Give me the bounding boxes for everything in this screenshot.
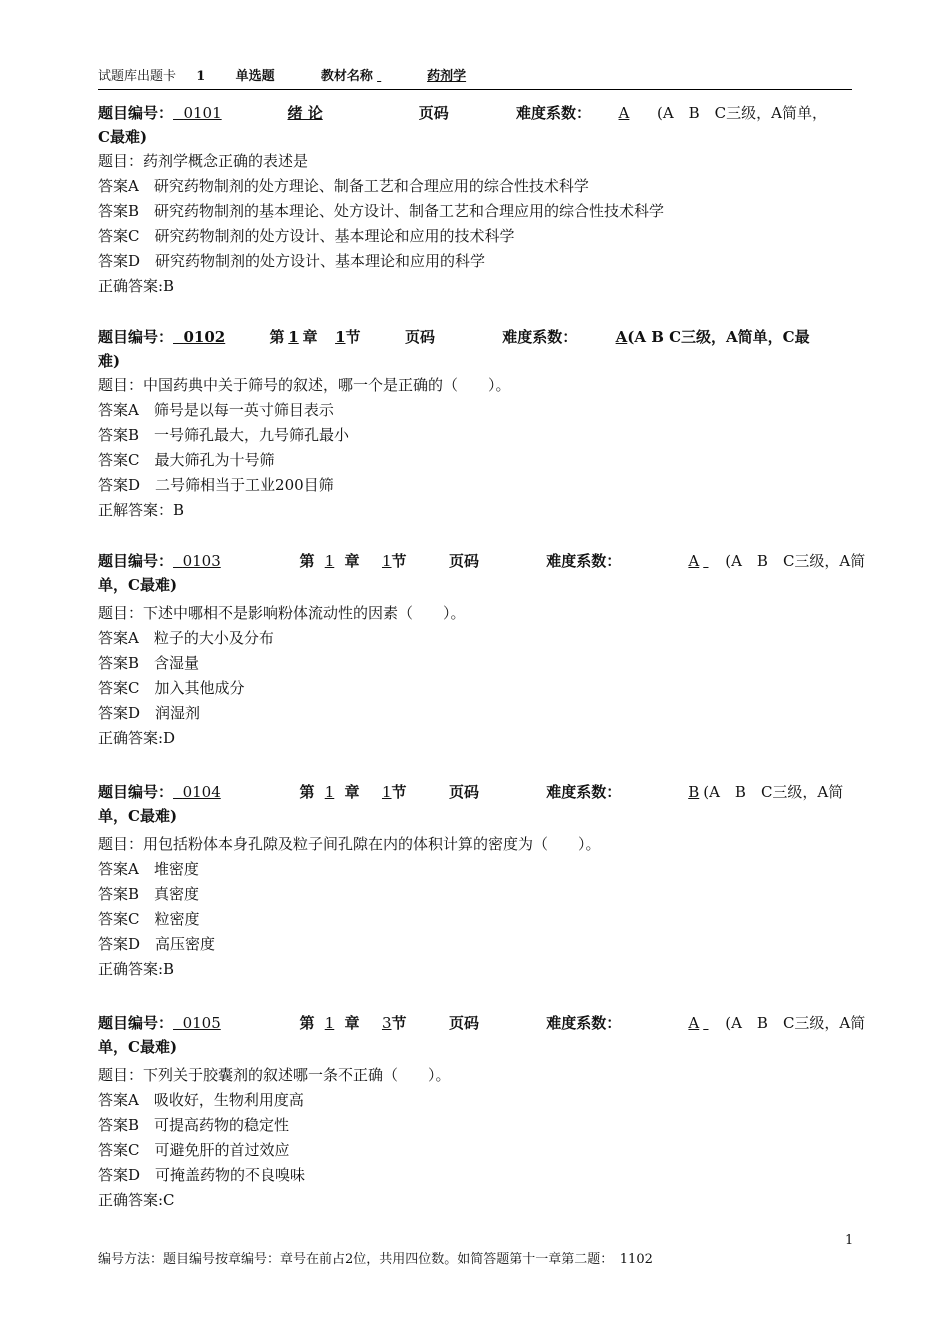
difficulty-note: (A B C三级，A简 bbox=[725, 552, 866, 570]
option-d: 答案D 可掩盖药物的不良嗅味 bbox=[98, 1166, 306, 1184]
question-heading: 题目编号： 0103 第 1 章 1节 页码 难度系数： A (A B C三级，A简 bbox=[98, 549, 858, 573]
question-id-label: 题目编号： bbox=[98, 783, 174, 801]
question-heading bbox=[98, 101, 858, 125]
difficulty-label: 难度系数： bbox=[502, 328, 578, 346]
difficulty-note: (A B C三级，A简单，C最 bbox=[627, 328, 810, 346]
question-stem: 题目：中国药典中关于筛号的叙述，哪一个是正确的（ ）。 bbox=[98, 376, 511, 394]
option-b: 答案B 研究药物制剂的基本理论、处方设计、制备工艺和合理应用的综合性技术科学 bbox=[98, 202, 665, 220]
option-d: 答案D 高压密度 bbox=[98, 935, 216, 953]
difficulty-note: (A B C三级，A简 bbox=[703, 783, 844, 801]
chapter-number: 1 bbox=[288, 328, 299, 346]
page-label: 页码 bbox=[449, 552, 480, 570]
correct-answer: 正确答案:C bbox=[98, 1191, 175, 1209]
question-block bbox=[98, 101, 858, 299]
option-a: 答案A 粒子的大小及分布 bbox=[98, 629, 274, 647]
option-d: 答案D 润湿剂 bbox=[98, 704, 201, 722]
question-id: 0103 bbox=[182, 552, 221, 570]
textbook-name: 药剂学 bbox=[427, 69, 467, 84]
difficulty-label: 难度系数： bbox=[546, 552, 622, 570]
option-d: 答案D 二号筛相当于工业200目筛 bbox=[98, 476, 334, 494]
page-number: 1 bbox=[845, 1233, 854, 1248]
question-id: 0105 bbox=[182, 1014, 221, 1032]
page-label: 页码 bbox=[449, 1014, 480, 1032]
question-id: 0101 bbox=[183, 104, 222, 122]
section-number: 1 bbox=[381, 552, 392, 570]
option-b: 答案B 含湿量 bbox=[98, 654, 200, 672]
question-stem: 题目：下述中哪相不是影响粉体流动性的因素（ ）。 bbox=[98, 604, 466, 622]
correct-answer: 正确答案:B bbox=[98, 960, 175, 978]
difficulty-note-cont: 单，C最难) bbox=[98, 576, 178, 594]
textbook-label: 教材名称 bbox=[320, 69, 373, 84]
card-header bbox=[98, 67, 852, 90]
question-block bbox=[98, 780, 858, 982]
question-type: 单选题 bbox=[235, 69, 275, 84]
question-block bbox=[98, 549, 866, 751]
question-id: 0102 bbox=[183, 328, 226, 346]
option-c: 答案C 加入其他成分 bbox=[98, 679, 245, 697]
footer-note: 编号方法：题目编号按章编号：章号在前占2位，共用四位数。如简答题第十一章第二题： 1102 bbox=[98, 1252, 653, 1267]
difficulty-value: A bbox=[688, 552, 700, 570]
option-a: 答案A 筛号是以每一英寸筛目表示 bbox=[98, 401, 334, 419]
section-number: 1 bbox=[335, 328, 346, 346]
option-c: 答案C 可避免肝的首过效应 bbox=[98, 1141, 290, 1159]
option-a: 答案A 研究药物制剂的处方理论、制备工艺和合理应用的综合性技术科学 bbox=[98, 177, 589, 195]
chapter-number: 1 bbox=[324, 783, 335, 801]
question-id: 0104 bbox=[182, 783, 221, 801]
question-id-label: 题目编号： bbox=[98, 552, 174, 570]
page-label: 页码 bbox=[405, 328, 436, 346]
correct-answer: 正解答案：B bbox=[98, 501, 185, 519]
option-c: 答案C 研究药物制剂的处方设计、基本理论和应用的技术科学 bbox=[98, 227, 515, 245]
chapter-name: 绪 论 bbox=[287, 104, 323, 122]
question-id-label: 题目编号： bbox=[98, 1014, 174, 1032]
difficulty-note-cont: 单，C最难) bbox=[98, 807, 178, 825]
correct-answer: 正确答案:D bbox=[98, 729, 176, 747]
difficulty-note: (A B C三级，A简 bbox=[725, 1014, 866, 1032]
difficulty-note-cont: C最难) bbox=[98, 128, 148, 146]
difficulty-label: 难度系数： bbox=[546, 1014, 622, 1032]
correct-answer: 正确答案:B bbox=[98, 277, 175, 295]
difficulty-value: A bbox=[615, 328, 628, 346]
question-stem: 题目：药剂学概念正确的表述是 bbox=[98, 152, 309, 170]
chapter-number: 1 bbox=[324, 1014, 335, 1032]
difficulty-label: 难度系数： bbox=[546, 783, 622, 801]
question-id-label: 题目编号： bbox=[98, 328, 174, 346]
difficulty-note: (A B C三级，A简单， bbox=[656, 104, 827, 122]
question-heading: 题目编号： 0102 第 1 章 1节 页码 难度系数： A(A B C三级，A简单，C最 bbox=[98, 325, 858, 349]
question-id-label: 题目编号： bbox=[98, 104, 174, 122]
page-label: 页码 bbox=[449, 783, 480, 801]
section-number: 1 bbox=[381, 783, 392, 801]
option-b: 答案B 可提高药物的稳定性 bbox=[98, 1116, 290, 1134]
difficulty-value: A bbox=[688, 1014, 700, 1032]
difficulty-note-cont: 单，C最难) bbox=[98, 1038, 178, 1056]
question-heading: 题目编号： 0105 第 1 章 3节 页码 难度系数： A (A B C三级，A简 bbox=[98, 1011, 858, 1035]
chapter-number: 1 bbox=[324, 552, 335, 570]
option-c: 答案C 粒密度 bbox=[98, 910, 200, 928]
option-b: 答案B 一号筛孔最大，九号筛孔最小 bbox=[98, 426, 350, 444]
card-number: 1 bbox=[196, 69, 206, 84]
question-stem: 题目：用包括粉体本身孔隙及粒子间孔隙在内的体积计算的密度为（ ）。 bbox=[98, 835, 601, 853]
card-label: 试题库出题卡 bbox=[98, 69, 177, 84]
question-stem: 题目：下列关于胶囊剂的叙述哪一条不正确（ ）。 bbox=[98, 1066, 451, 1084]
section-number: 3 bbox=[381, 1014, 392, 1032]
question-block bbox=[98, 325, 858, 523]
difficulty-value: B bbox=[688, 783, 700, 801]
option-c: 答案C 最大筛孔为十号筛 bbox=[98, 451, 275, 469]
difficulty-value: A bbox=[618, 104, 630, 122]
question-heading: 题目编号： 0104 第 1 章 1节 页码 难度系数： B (A B C三级，A简 bbox=[98, 780, 858, 804]
difficulty-label: 难度系数： bbox=[515, 104, 591, 122]
page-label: 页码 bbox=[418, 104, 449, 122]
question-block bbox=[98, 1011, 866, 1213]
option-d: 答案D 研究药物制剂的处方设计、基本理论和应用的科学 bbox=[98, 252, 486, 270]
difficulty-note-cont: 难) bbox=[98, 352, 121, 370]
option-a: 答案A 吸收好，生物利用度高 bbox=[98, 1091, 304, 1109]
option-a: 答案A 堆密度 bbox=[98, 860, 199, 878]
option-b: 答案B 真密度 bbox=[98, 885, 200, 903]
